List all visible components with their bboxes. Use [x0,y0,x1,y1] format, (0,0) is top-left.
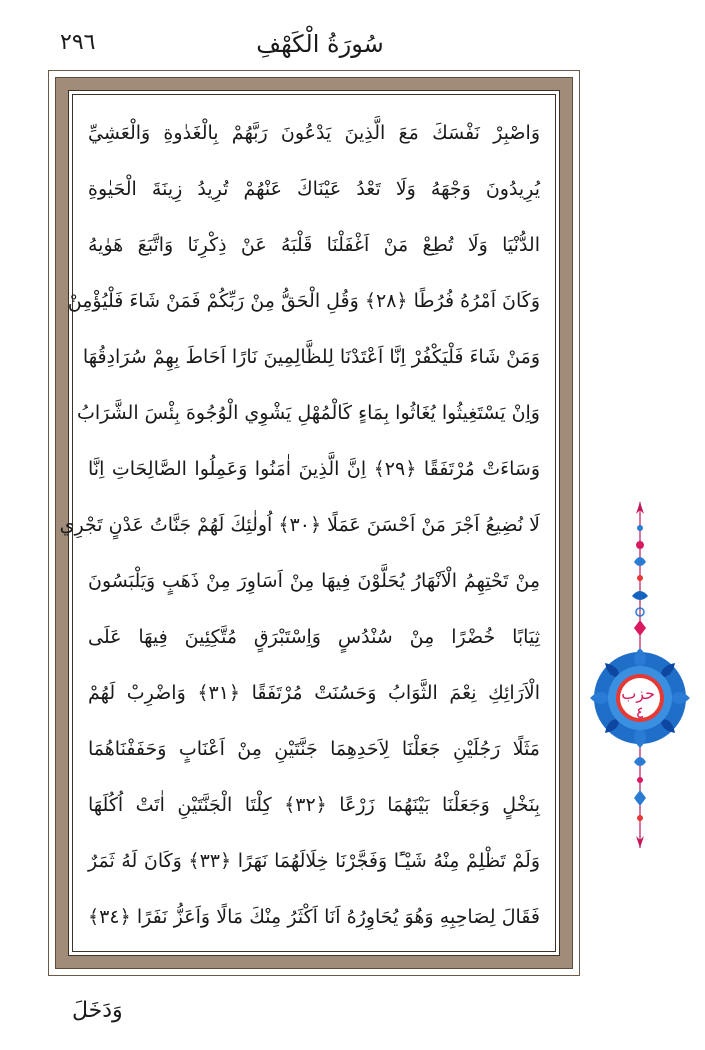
verse-line-3: الدُّنْيَا وَلَا تُطِعْ مَنْ اَغْفَلْنَا قَلْبَهُ عَنْ ذِكْرِنَا وَاتَّبَعَ هَوٰيهُ [88,234,540,256]
verse-line-11: الْاَرَائِكِ نِعْمَ الثَّوَابُ وَحَسُنَتْ مُرْتَفَقًا ﴿٣١﴾ وَاضْرِبْ لَهُمْ [88,682,540,704]
page-number: ٢٩٦ [60,30,96,55]
verse-line-12: مَثَلًا رَجُلَيْنِ جَعَلْنَا لِاَحَدِهِمَا جَنَّتَيْنِ مِنْ اَعْنَابٍ وَحَفَفْنَاهُمَا [88,738,540,760]
verse-line-14: وَلَمْ تَظْلِمْ مِنْهُ شَيْـًٔا وَفَجَّرْنَا خِلَالَهُمَا نَهَرًا ﴿٣٣﴾ وَكَانَ لَهُ ثَمَرٌ [88,850,541,872]
verse-line-7: وَسَاءَتْ مُرْتَفَقًا ﴿٢٩﴾ اِنَّ الَّذِينَ اٰمَنُوا وَعَمِلُوا الصَّالِحَاتِ اِنَّا [88,458,540,480]
verse-line-5: وَمَنْ شَاءَ فَلْيَكْفُرْ اِنَّا اَعْتَدْنَا لِلظَّالِمِينَ نَارًا اَحَاطَ بِهِمْ سُرَادِقُهَا [82,346,540,368]
verse-line-10: ثِيَابًا خُضْرًا مِنْ سُنْدُسٍ وَاِسْتَبْرَقٍ مُتَّكِئِينَ فِيهَا عَلَى [88,626,540,648]
page-header [60,22,580,62]
verse-text-area [59,108,541,948]
verse-line-4: وَكَانَ اَمْرُهُ فُرُطًا ﴿٢٨﴾ وَقُلِ الْحَقُّ مِنْ رَبِّكُمْ فَمَنْ شَاءَ فَلْيُؤْمِنْ [67,290,540,312]
verse-line-8: لَا نُضِيعُ اَجْرَ مَنْ اَحْسَنَ عَمَلًا ﴿٣٠﴾ اُولٰئِكَ لَهُمْ جَنَّاتُ عَدْنٍ تَجْرِي [59,514,540,536]
verse-line-6: وَاِنْ يَسْتَغِيثُوا يُغَاثُوا بِمَاءٍ كَالْمُهْلِ يَشْوِي الْوُجُوهَ بِئْسَ الشَّرَابُ [76,402,540,424]
verse-line-1: وَاصْبِرْ نَفْسَكَ مَعَ الَّذِينَ يَدْعُونَ رَبَّهُمْ بِالْغَدٰوةِ وَالْعَشِيِّ [88,122,540,144]
verse-line-13: بِنَخْلٍ وَجَعَلْنَا بَيْنَهُمَا زَرْعًا ﴿٣٢﴾ كِلْتَا الْجَنَّتَيْنِ اٰتَتْ اُكُلَهَا [88,794,540,816]
hizb-label: حزب ٤ [621,684,655,722]
catchword: وَدَخَلَ [72,998,123,1023]
verse-line-15: فَقَالَ لِصَاحِبِهِ وَهُوَ يُحَاوِرُهُ اَنَا اَكْثَرُ مِنْكَ مَالًا وَاَعَزُّ نَفَرًا ﴿٣٤﴾ [88,906,540,928]
surah-title: سُورَةُ الْكَهْفِ [256,30,384,58]
hizb-marker-ornament [590,500,690,850]
verse-line-9: مِنْ تَحْتِهِمُ الْاَنْهَارُ يُحَلَّوْنَ فِيهَا مِنْ اَسَاوِرَ مِنْ ذَهَبٍ وَيَلْبَسُونَ [88,570,540,592]
verse-line-2: يُرِيدُونَ وَجْهَهُ وَلَا تَعْدُ عَيْنَاكَ عَنْهُمْ تُرِيدُ زِينَةَ الْحَيٰوةِ [88,178,540,200]
